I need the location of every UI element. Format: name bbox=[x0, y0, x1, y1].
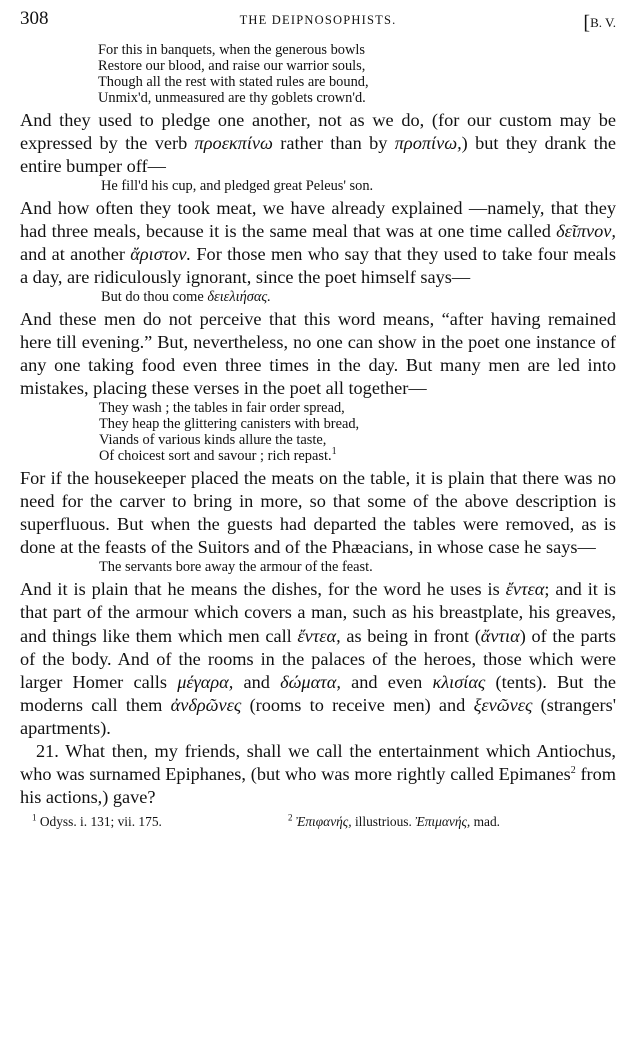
text-run: (tents). But the moderns call them bbox=[20, 671, 616, 715]
greek-word: Ἐπιμανής, bbox=[415, 814, 471, 830]
paragraph bbox=[20, 578, 616, 740]
footnote-text: mad. bbox=[470, 814, 501, 830]
verse-line: Unmix'd, unmeasured are thy goblets crown'd. bbox=[98, 89, 366, 106]
paragraph bbox=[20, 740, 616, 809]
page-number: 308 bbox=[20, 8, 49, 29]
text-run: from his actions,) gave? bbox=[20, 764, 616, 808]
text-run: 21. What then, my friends, shall we call the entertainment which Antiochus, who was surnamed Epiphanes, (but who was more rightly called Epimanes bbox=[20, 741, 616, 785]
running-title: THE DEIPNOSOPHISTS. bbox=[239, 13, 397, 27]
footnote-text: Odyss. i. 131; vii. 175. bbox=[36, 814, 162, 830]
text-run: ) but they drank the entire bumper off— bbox=[20, 132, 616, 176]
verse-line: For this in banquets, when the generous bowls bbox=[98, 42, 365, 58]
paragraph bbox=[20, 109, 616, 178]
greek-word: δώματα, bbox=[280, 671, 341, 692]
greek-word: ἔντεα, bbox=[297, 625, 341, 646]
greek-word: δειελιήσας. bbox=[207, 289, 271, 306]
footnote-1 bbox=[32, 814, 288, 830]
footnote-marker: 2 bbox=[570, 765, 576, 777]
footnote-marker: 1 bbox=[331, 446, 337, 458]
verse-quote bbox=[20, 179, 616, 195]
text-run: Of choicest sort and savour ; rich repast. bbox=[99, 448, 332, 465]
book-ref-bracket: [ bbox=[583, 12, 591, 34]
text-run: and bbox=[233, 671, 281, 692]
greek-word: προπίνω, bbox=[394, 132, 462, 153]
greek-word: προεκπίνω bbox=[194, 132, 273, 153]
greek-word: ἀνδρῶνες bbox=[170, 694, 242, 715]
footnotes bbox=[20, 814, 616, 830]
greek-word: Ἐπιφανής, bbox=[295, 814, 352, 830]
verse-line: Restore our blood, and raise our warrior souls, bbox=[98, 57, 366, 74]
verse-line: He fill'd his cup, and pledged great Peleus' son. bbox=[101, 177, 374, 194]
text-run: For those men who say that they used to take four meals a day, are ridiculously ignorant, since the poet himself says— bbox=[20, 244, 616, 288]
verse-quote bbox=[20, 401, 616, 465]
page-header bbox=[20, 8, 616, 34]
text-run: And how often they took meat, we have already explained —namely, that they had three meals, because it is the same meal that was at one time called bbox=[20, 197, 616, 241]
greek-word: ἔντεα bbox=[505, 579, 545, 600]
verse-line: They heap the glittering canisters with bread, bbox=[99, 416, 360, 433]
paragraph bbox=[20, 197, 616, 289]
greek-word: μέγαρα, bbox=[177, 671, 234, 692]
verse-line: Though all the rest with stated rules are bound, bbox=[98, 73, 369, 90]
footnote-2 bbox=[288, 814, 500, 830]
text-run: (strangers' apartments). bbox=[20, 694, 617, 738]
text-run: as being in front ( bbox=[340, 625, 481, 646]
paragraph: And these men do not perceive that this word means, “after having remained here till evening.” But, nevertheless, no one can show in the poet one instance of any one taking food even three times in the day. But many men are led into mistakes, placing these verses in the poet all together— bbox=[20, 309, 616, 399]
book-reference bbox=[583, 10, 616, 33]
text-run: rather than by bbox=[272, 132, 395, 153]
text-run: ) of the parts of the body. And of the rooms in the palaces of the heroes, those which were larger Homer calls bbox=[20, 625, 616, 692]
text-run: And they used to pledge one another, not as we do, (for our custom may be expressed by the verb bbox=[20, 109, 616, 153]
text-run: And it is plain that he means the dishes, for the word he uses is bbox=[20, 579, 506, 600]
verse-line: Viands of various kinds allure the taste, bbox=[99, 432, 327, 449]
text-run: (rooms to receive men) and bbox=[241, 694, 474, 715]
text-run: and even bbox=[340, 671, 433, 692]
footnote-text: illustrious. bbox=[351, 814, 416, 830]
greek-word: ξενῶνες bbox=[473, 694, 533, 715]
text-run: But do thou come bbox=[101, 289, 208, 306]
verse-line: They wash ; the tables in fair order spread, bbox=[99, 400, 345, 417]
book-ref-label: B. V. bbox=[590, 15, 616, 30]
text-run: and at another bbox=[20, 244, 131, 264]
verse-line: The servants bore away the armour of the feast. bbox=[99, 559, 373, 576]
greek-word: ἄντια bbox=[480, 625, 520, 646]
verse-line bbox=[99, 446, 616, 465]
greek-word: κλισίας bbox=[432, 671, 486, 692]
verse-quote bbox=[20, 560, 616, 576]
paragraph: For if the housekeeper placed the meats on the table, it is plain that there was no need for the carver to bring in more, so that some of the above description is superfluous. But when the guests had departed the tables were removed, as is done at the feasts of the Suitors and of the Phæacians, in whose case he says— bbox=[20, 468, 616, 558]
verse-quote bbox=[20, 290, 616, 306]
footnote-mark: 2 bbox=[288, 812, 293, 823]
verse-quote bbox=[20, 43, 616, 107]
footnote-mark: 1 bbox=[32, 812, 37, 823]
greek-word: δεῖπνον, bbox=[556, 220, 616, 241]
greek-word: ἄριστον. bbox=[130, 244, 192, 264]
text-run: ; and it is that part of the armour which covers a man, such as his breastplate, his greaves, and things like them which men call bbox=[20, 579, 616, 646]
verse-line bbox=[101, 290, 616, 306]
body-text bbox=[20, 43, 616, 809]
